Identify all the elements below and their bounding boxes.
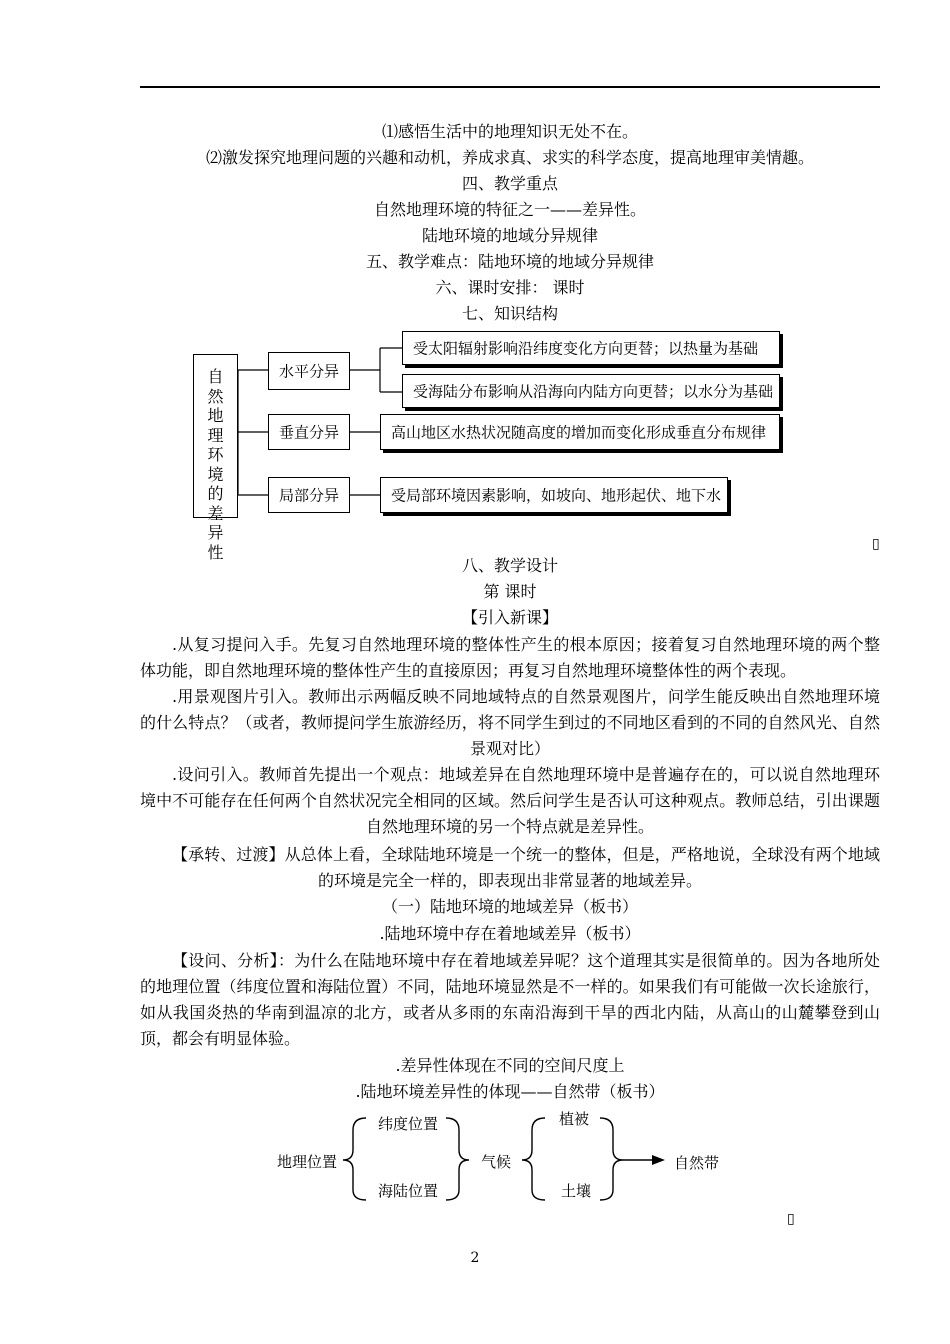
- vegetation-label: 植被: [559, 1110, 590, 1128]
- section-8-heading: 八、教学设计: [461, 556, 558, 575]
- climate-label: 气候: [481, 1153, 512, 1171]
- vertical-desc: 高山地区水热状况随高度的增加而变化形成垂直分布规律: [391, 423, 767, 442]
- geo-position-label: 地理位置: [277, 1153, 338, 1171]
- paragraph-mark: ▯: [787, 1211, 795, 1227]
- latitude-position-label: 纬度位置: [378, 1115, 439, 1133]
- horizontal-desc-1: 受太阳辐射影响沿纬度变化方向更替；以热量为基础: [413, 339, 759, 358]
- root-label: 自然地理环境的差异性: [207, 367, 224, 562]
- goal-line-1: ⑴感悟生活中的地理知识无处不在。: [381, 122, 638, 141]
- intro-paragraph-2: .用景观图片引入。教师出示两幅反映不同地域特点的自然景观图片，问学生能反映出自然地理环境的什么特点？（或者，教师提问学生旅游经历，将不同学生到过的不同地区看到的不同的自然风光、自然景观对比）: [140, 687, 880, 758]
- page-number: 2: [470, 1250, 480, 1266]
- soil-label: 土壤: [561, 1182, 592, 1200]
- analysis-paragraph: 【设问、分析】：为什么在陆地环境中存在着地域差异呢？这个道理其实是很简单的。因为各地所处的地理位置（纬度位置和海陆位置）不同，陆地环境显然是不一样的。如果我们有可能做一次长途旅行，如从我国炎热的华南到温凉的北方，或者从多雨的东南沿海到干旱的西北内陆，从高山的山麓攀登到山顶，都会有明显体验。: [140, 951, 880, 1048]
- goal-line-2: ⑵激发探究地理问题的兴趣和动机，养成求真、求实的科学态度，提高地理审美情趣。: [205, 148, 814, 167]
- subsection-heading-4: .陆地环境差异性的体现——自然带（板书）: [355, 1082, 665, 1101]
- transition-paragraph: 【承转、过渡】从总体上看，全球陆地环境是一个统一的整体，但是，严格地说，全球没有两个地域的环境是完全一样的，即表现出非常显著的地域差异。: [172, 845, 880, 890]
- horizontal-desc-2: 受海陆分布影响从沿海向内陆方向更替；以水分为基础: [413, 382, 774, 401]
- paragraph-mark: ▯: [872, 536, 880, 552]
- subsection-heading-1: （一）陆地环境的地域差异（板书）: [381, 897, 638, 916]
- intro-paragraph-3: .设问引入。教师首先提出一个观点：地域差异在自然地理环境中是普遍存在的，可以说自然地理环境中不可能存在任何两个自然状况完全相同的区域。然后问学生是否认可这种观点。教师总结，引出课题自然地理环境的另一个特点就是差异性。: [140, 765, 880, 836]
- vertical-label: 垂直分异: [278, 423, 339, 442]
- subsection-heading-3: .差异性体现在不同的空间尺度上: [395, 1056, 625, 1075]
- lesson-label: 第 课时: [483, 582, 537, 601]
- local-desc: 受局部环境因素影响，如坡向、地形起伏、地下水: [391, 486, 722, 505]
- natural-zone-label: 自然带: [674, 1154, 720, 1172]
- key-point-1: 自然地理环境的特征之一——差异性。: [373, 200, 646, 219]
- section-4-heading: 四、教学重点: [461, 174, 558, 193]
- section-6-heading: 六、课时安排： 课时: [435, 278, 585, 297]
- sea-land-position-label: 海陆位置: [378, 1182, 439, 1200]
- key-point-2: 陆地环境的地域分异规律: [421, 226, 598, 245]
- section-5-heading: 五、教学难点：陆地环境的地域分异规律: [365, 252, 654, 271]
- horizontal-label: 水平分异: [278, 362, 339, 381]
- intro-paragraph-1: .从复习提问入手。先复习自然地理环境的整体性产生的根本原因；接着复习自然地理环境的两个整体功能，即自然地理环境的整体性产生的直接原因；再复习自然地理环境整体性的两个表现。: [140, 635, 880, 680]
- intro-heading: 【引入新课】: [461, 608, 558, 627]
- local-label: 局部分异: [278, 486, 339, 505]
- subsection-heading-2: .陆地环境中存在着地域差异（板书）: [379, 924, 641, 943]
- section-7-heading: 七、知识结构: [461, 304, 558, 323]
